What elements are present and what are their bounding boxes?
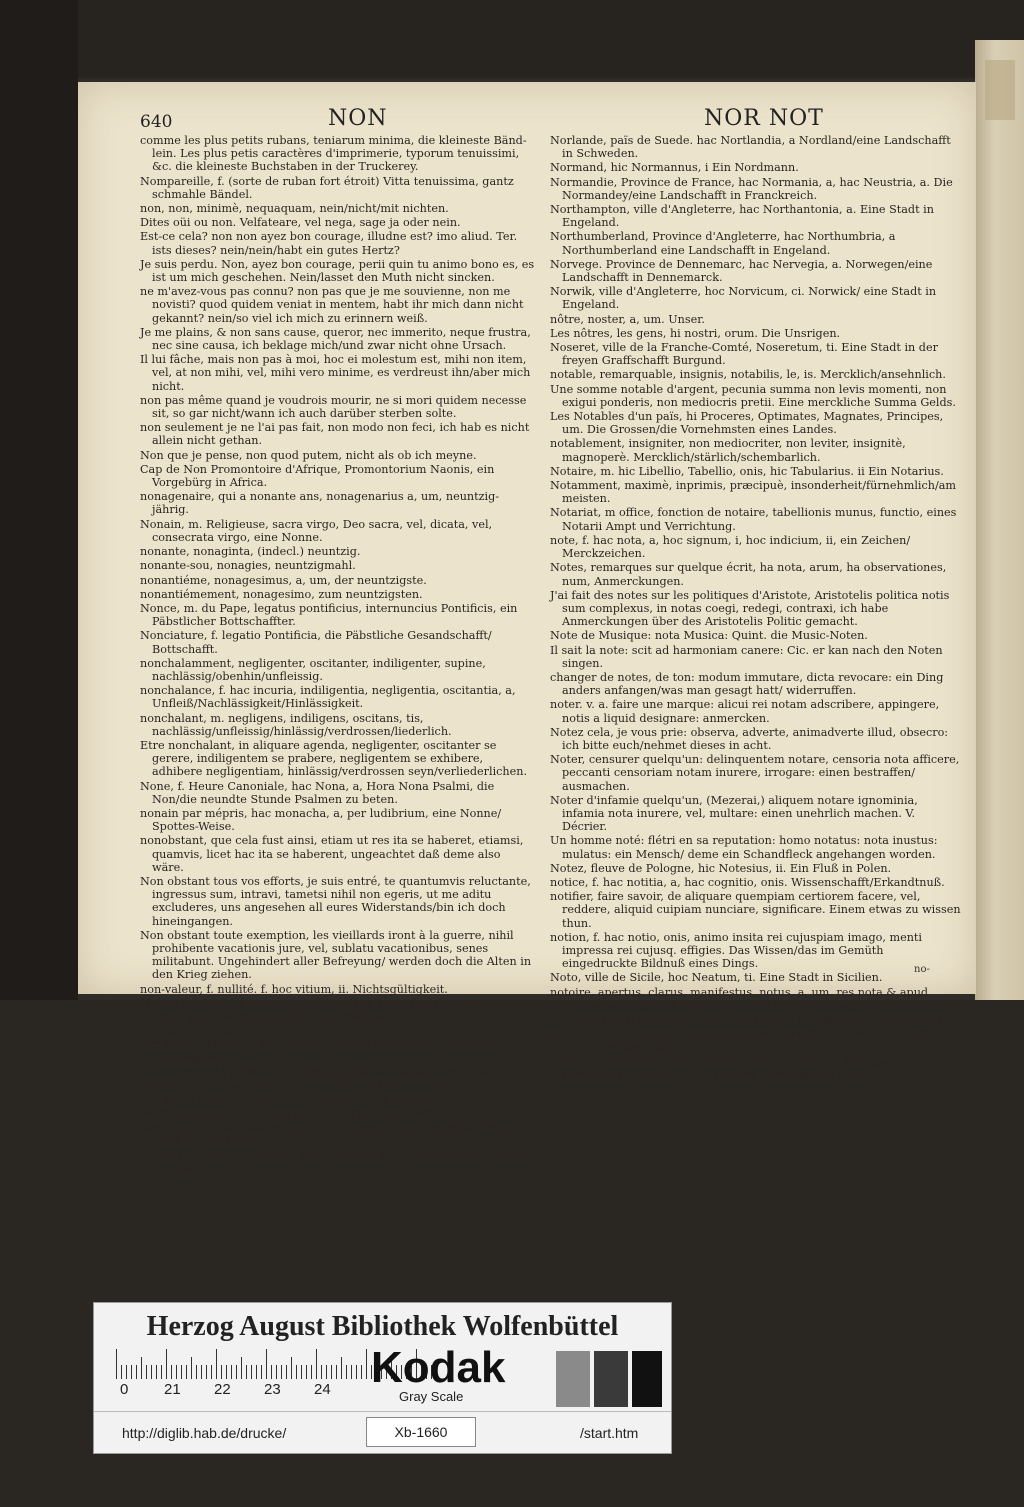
ruler-tick [176,1365,177,1379]
dictionary-entry: notablement, insigniter, non mediocriter, non leviter, insignitè, magnoperè. Mercklich/stärlich/schembarlich. [550,437,906,464]
dictionary-entry: Notamment, maximè, inprimis, præcipuè, insonderheit/fürnehmlich/am meisten. [550,479,957,506]
dictionary-entry: J'ai fait des notes sur les politiques d'Aristote, Aristotelis politica notis sum complexus, in notas coegi, redegi, contraxi, ich habe Anmerckungen über des Aristotelis Politic gemacht. [550,588,950,629]
ruler-tick [276,1365,277,1379]
ruler-number: 21 [164,1381,181,1398]
dictionary-entry: Nonce, m. du Pape, legatus pontificius, internuncius Pontificis, ein Päbstlicher Bottschaffter. [140,601,518,629]
ruler-tick [241,1357,242,1379]
running-head-left: NON [328,106,388,131]
ruler-tick [146,1365,147,1379]
dictionary-entry: changer de notes, de ton: modum immutare, dicta revocare: ein Ding anders anfangen/was man gesagt hatt/ widerruffen. [550,670,944,698]
dictionary-entry: non pas même quand je voudrois mourir, ne si mori quidem necesse sit, so gar nicht/wann ich auch darüber sterben solte. [140,393,527,421]
ruler-tick [356,1365,357,1379]
dictionary-entry: notifier, faire savoir, de aliquare quempiam certiorem facere, vel, reddere, aliquid cuipiam nunciare, significare. Einem etwas zu wissen thun. [550,890,961,930]
dictionary-entry: Noter d'infamie quelqu'un, (Mezerai,) aliquem notare ignominia, infamia nota inurere, vel, multare: einen unehrlich machen. V. Décrier. [550,793,918,834]
ruler-tick [316,1349,317,1379]
dictionary-entry: Normandie, Province de France, hac Normania, a, hac Neustria, a. Die Normandey/eine Landschafft in Franckreich. [550,175,953,202]
dictionary-entry: Les nôtres, les gens, hi nostri, orum. Die Unsrigen. [550,326,841,340]
page-number: 640 [140,112,173,132]
ruler-tick [256,1365,257,1379]
kodak-logo: Kodak [371,1343,506,1392]
ruler-tick [211,1365,212,1379]
dictionary-entry: noter. v. a. faire une marque: alicui rei notam adscribere, appingere, notis a liquid designare: anmercken. [550,698,940,725]
ruler-tick [246,1365,247,1379]
dictionary-entry: Noter, censurer quelqu'un: delinquentem notare, censoria nota afficere, peccanti censoriam notam inurere, irrogare: einen bestraffen/ ausmachen. [550,753,960,793]
adjacent-page-edge [975,40,1024,1000]
ruler-tick [226,1365,227,1379]
dictionary-entry: non seulement je ne l'ai pas fait, non modo non feci, ich hab es nicht allein nicht gethan. [140,421,530,448]
dictionary-entry: Note de Musique: nota Musica: Quint. die Music-Noten. [550,629,868,643]
page-header [78,104,976,138]
ruler-tick [141,1357,142,1379]
library-url: http://diglib.hab.de/drucke/ [122,1425,287,1441]
gray-patch-light [556,1351,590,1407]
dictionary-entry: Noto, ville de Sicile, hoc Neatum, ti. Eine Stadt in Sicilien. [550,971,883,985]
dictionary-entry: Etre nonchalant, in aliquare agenda, negligenter, oscitanter se gerere, indiligentem se prabere, negligentem se exhibere, adhibere negligentiam, hinlässig/verdrossen seyn/verliederlichen. [140,738,528,779]
ruler-tick [131,1365,132,1379]
dictionary-entry: Norwik, ville d'Angleterre, hoc Norvicum, ci. Norwick/ eine Stadt in Engeland. [550,285,937,312]
dictionary-entry: comme les plus petits rubans, teniarum minima, die kleineste Bänd-lein. Les plus petis caractères d'imprimerie, typorum tenuissimi, &c. die kleineste Buchstaben in der Truckerey. [140,134,527,174]
ruler-tick [181,1365,182,1379]
ruler-tick [186,1365,187,1379]
gray-scale-caption: Gray Scale [399,1389,464,1404]
ruler-number: 22 [214,1381,231,1398]
dictionary-entry: nonain par mépris, hac monacha, a, per ludibrium, eine Nonne/ Spottes-Weise. [140,806,502,834]
dictionary-entry: ne m'avez-vous pas connu? non pas que je me souvienne, non me novisti? quod quidem veniat in mentem, habt ihr mich dann nicht gekannt? nein/so viel ich mich zu erinnern weiß. [140,285,524,325]
ruler-tick [331,1365,332,1379]
dictionary-entry: notice, f. hac notitia, a, hac cognitio, onis. Wissenschafft/Erkandtnuß. [550,875,945,889]
dictionary-entry: non, non, minimè, nequaquam, nein/nicht/mit nichten. [140,202,449,216]
scanner-background-top [0,0,1024,78]
dictionary-entry: nonantiémement, nonagesimo, zum neuntzigsten. [140,587,423,601]
dictionary-entry: Nord-Est, sorte de vent, hic Cacias, a. Nord-oft-Wind. [140,1093,444,1107]
dictionary-entry: nonante, nonaginta, (indecl.) neuntzig. [140,545,361,559]
ruler-tick [306,1365,307,1379]
catchword: no- [914,964,930,975]
dictionary-entry: Norvege. Province de Dennemarc, hac Nervegia, a. Norwegen/eine Landschafft in Dennemarck. [550,257,933,285]
ruler-tick [291,1357,292,1379]
ruler-tick [156,1365,157,1379]
ruler-number: 23 [264,1381,281,1398]
dictionary-entry: C'est une chose de notorieté publique, res est nota atq. apud omnes pervulgata. Das ist eine Stadt-und Landkündige Sache. [550,1054,937,1081]
dictionary-page [78,82,976,1176]
ruler-tick [341,1357,342,1379]
library-label-card [93,1302,672,1454]
dictionary-entry: Notes, remarques sur quelque écrit, ha nota, arum, ha observationes, num, Anmerckungen. [550,561,947,588]
dictionary-entry: note, f. hac nota, a, hoc signum, i, hoc indicium, ii, ein Zeichen/ Merckzeichen. [550,533,911,561]
ruler-tick [351,1365,352,1379]
dictionary-entry: Norimberg, ville d'Allemagne, hac Neremberga, a. Nürnberg/eine Stadt in Teutschland. [140,1121,515,1148]
gray-patch-black [632,1351,662,1407]
dictionary-entry: Noseret, ville de la Franche-Comté, Noseretum, ti. Eine Stadt in der freyen Graffschafft Burgund. [550,341,938,368]
ruler-tick [151,1365,152,1379]
ruler-tick [166,1349,167,1379]
dictionary-entry: Mettre ses bonnes œuvres en non valeur, recte facta corrumpere. Seine gute Wercke ungültig/zu nichte machen. [140,996,514,1023]
dictionary-entry: None, f. Heure Canoniale, hac Nona, a, Hora Nona Psalmi, die Non/die neundte Stunde Psalmen zu beten. [140,779,495,806]
dictionary-entry: Non obstant toute exemption, les vieillards iront à la guerre, nihil prohibente vacationis jure, vel, sublatu vacationibus, senes militabunt. Ungehindert aller Befreyung/ werden doch die Alten in den Krieg ziehen. [140,928,532,982]
ruler-tick [361,1365,362,1379]
shelfmark: Xb-1660 [366,1417,476,1447]
dictionary-entry: notorieté. f. evidence, f. publica notitia, a, publice gesta rei manifesta notitia. Weltkündigkeit. [550,1027,946,1054]
dictionary-entry: notoirement, manifestè, manifesto, apertè. Kundbarlich/ offenbertzig. [550,1013,946,1026]
dictionary-entry: Northampton, ville d'Angleterre, hac Northantonia, a. Eine Stadt in Engeland. [550,203,934,230]
running-head-right: NOR NOT [704,106,824,131]
dictionary-entry: Dites oüi ou non. Velfateare, vel nega, sage ja oder nein. [140,216,461,230]
gray-patch-dark [594,1351,628,1407]
dictionary-entry: Nonain, m. Religieuse, sacra virgo, Deo sacra, vel, dicata, vel, consecrata virgo, eine Nonne. [140,517,493,544]
dictionary-entry: Norlande, païs de Suede. hac Nortlandia, a Nordland/eine Landschafft in Schweden. [550,134,951,161]
ruler-tick [201,1365,202,1379]
ruler-tick [296,1365,297,1379]
left-column [140,134,535,1176]
dictionary-entry: notion, f. hac notio, onis, animo insita rei cujuspiam imago, menti impressa rei cujusq. effigies. Das Wissen/das im Gemüth eingedruckte Bildnuß eines Dings. [550,930,922,971]
dictionary-entry: Nordouest, outre vent, hic Caurus, i. Nord-west-Wind. V. Vent. [140,1107,493,1121]
ruler-tick [116,1349,117,1379]
right-column [550,134,962,1082]
ruler-tick [236,1365,237,1379]
dictionary-entry: Notariat, m office, fonction de notaire, tabellionis munus, functio, eines Notarii Ampt und Verrichtung. [550,506,957,533]
ruler-number: 0 [120,1381,129,1398]
dictionary-entry: Je suis perdu. Non, ayez bon courage, perii quin tu animo bono es, es ist um mich geschehen. Nein/lasset den Muth nicht sincken. [140,257,535,285]
dictionary-entry: notoire, apertus, clarus, manifestus, notus, a, um, res nota & apud omnes pervulgata. Kund/offenbar/männiglich/bewust. [550,985,929,1012]
ruler-tick [286,1365,287,1379]
ruler-tick [191,1357,192,1379]
dictionary-entry: non-valeur, f. nullité. f. hoc vitium, ii. Nichtsgültigkeit. [140,982,448,996]
dictionary-entry: Norlingue, ville de Suaube, hac Norlinga, a. Nördlingen/eine Stadt in Schwaben. [140,1149,534,1176]
ruler-tick [301,1365,302,1379]
dictionary-entry: nôtre, noster, a, um. Unser. [550,312,705,326]
dictionary-entry: Un homme noté: flétri en sa reputation: homo notatus: nota inustus: mulatus: ein Mensch/ deme ein Schandfleck angehangen worden. [550,834,938,861]
dictionary-entry: nonobstant, que cela fust ainsi, etiam ut res ita se haberet, etiamsi, quamvis, licet hac ita se haberent, ungeachtet daß deme also wäre. [140,834,524,874]
ruler-tick [136,1365,137,1379]
ruler-tick [346,1365,347,1379]
ruler-tick [206,1365,207,1379]
ruler-tick [366,1349,367,1379]
dictionary-entry: Les Notables d'un païs, hi Proceres, Optimates, Magnates, Principes, um. Die Grossen/die Vornehmsten eines Landes. [550,410,944,437]
dictionary-entry: Non obstant tous vos efforts, je suis entré, te quantumvis reluctante, ingressus sum, intravi, tametsi nihil non egeris, ut me aditu excluderes, uns angesehen all eures Widerstands/bin ich doch hineingangen. [140,874,531,928]
ruler-tick [121,1365,122,1379]
dictionary-entry: Je me plains, & non sans cause, queror, nec immerito, neque frustra, nec sine causa, ich beklage mich/und zwar nicht ohne Ursach. [140,325,531,353]
start-path: /start.htm [580,1425,639,1441]
ruler-tick [231,1365,232,1379]
label-divider [94,1411,671,1412]
dictionary-entry: nonagenaire, qui a nonante ans, nonagenarius a, um, neuntzig-jährig. [140,490,500,517]
ruler-tick [261,1365,262,1379]
ruler-tick [321,1365,322,1379]
dictionary-entry: Il sait la note: scit ad harmoniam canere: Cic. er kan nach den Noten singen. [550,643,943,670]
ruler-tick [336,1365,337,1379]
ruler-tick [216,1349,217,1379]
dictionary-entry: Une somme notable d'argent, pecunia summa non levis momenti, non exigui ponderis, non mediocris pretii. Eine merckliche Summa Gelds. [550,382,956,409]
dictionary-entry: Notez cela, je vous prie: observa, adverte, animadverte illud, obsecro: ich bitte euch/nehmet dieses in acht. [550,725,949,752]
ruler-tick [171,1365,172,1379]
ruler-tick [196,1365,197,1379]
dictionary-entry: notable, remarquable, insignis, notabilis, le, is. Mercklich/ansehnlich. [550,368,946,382]
ruler-tick [271,1365,272,1379]
ruler-tick [251,1365,252,1379]
dictionary-entry: Non que je pense, non quod putem, nicht als ob ich meyne. [140,448,477,462]
dictionary-entry: Il lui fâche, mais non pas à moi, hoc ei molestum est, mihi non item, vel, at non mihi, vel, mihi vero minime, es verdreust ihn/aber mich nicht. [140,353,531,393]
dictionary-entry: Qui est du côté du Nord, septentrionalis, aquilonaris, re, u, ad aquilonem conversus, a, um. Nordisch/ Mitternächtlicht. [140,1065,494,1093]
ruler-number: 24 [314,1381,331,1398]
ruler-tick [311,1365,312,1379]
dictionary-entry: nonantiéme, nonagesimus, a, um, der neuntzigste. [140,573,427,587]
dictionary-entry: Notez, fleuve de Pologne, hic Notesius, ii. Ein Fluß in Polen. [550,861,892,875]
dictionary-entry: nonchalance, f. hac incuria, indiligentia, negligentia, oscitantia, a, Unfleiß/Nachlässigkeit/Hinlässigkeit. [140,684,516,711]
ruler-tick [266,1349,267,1379]
dictionary-entry: Nompareille, f. (sorte de ruban fort étroit) Vitta tenuissima, gantz schmahle Bändel. [140,174,514,201]
ruler-tick [326,1365,327,1379]
dictionary-entry: Nord, m. le Nord, le Septentrion, hic Septentrio, onis. Norden / Mitternacht. [140,1038,500,1065]
dictionary-entry: Nopces. V. Nôces. [140,1024,242,1038]
dictionary-entry: nonchalant, m. negligens, indiligens, oscitans, tis, nachlässig/unfleissig/hinlässig/verdrossen/liederlich. [140,711,452,738]
ruler-tick [161,1365,162,1379]
ruler-tick [281,1365,282,1379]
page-edge-stain [985,60,1015,120]
dictionary-entry: Notaire, m. hic Libellio, Tabellio, onis, hic Tabularius. ii Ein Notarius. [550,464,944,478]
dictionary-entry: Northumberland, Province d'Angleterre, hac Northumbria, a Northumberland eine Landschafft in Engeland. [550,230,896,257]
ruler-tick [126,1365,127,1379]
dictionary-entry: nonchalamment, negligenter, oscitanter, indiligenter, supine, nachlässig/obenhin/unfleissig. [140,656,486,683]
ruler-tick [221,1365,222,1379]
library-title: Herzog August Bibliothek Wolfenbüttel [146,1311,619,1342]
dictionary-entry: Nonciature, f. legatio Pontificia, die Päbstliche Gesandschafft/ Bottschafft. [140,629,492,656]
dictionary-entry: Normand, hic Normannus, i Ein Nordmann. [550,161,799,175]
dictionary-entry: Cap de Non Promontoire d'Afrique, Promontorium Naonis, ein Vorgebürg in Africa. [140,462,495,490]
dictionary-entry: Est-ce cela? non non ayez bon courage, illudne est? imo aliud. Ter. ists dieses? nein/nein/habt ein gutes Hertz? [140,230,518,257]
dictionary-entry: nonante-sou, nonagies, neuntzigmahl. [140,559,356,573]
